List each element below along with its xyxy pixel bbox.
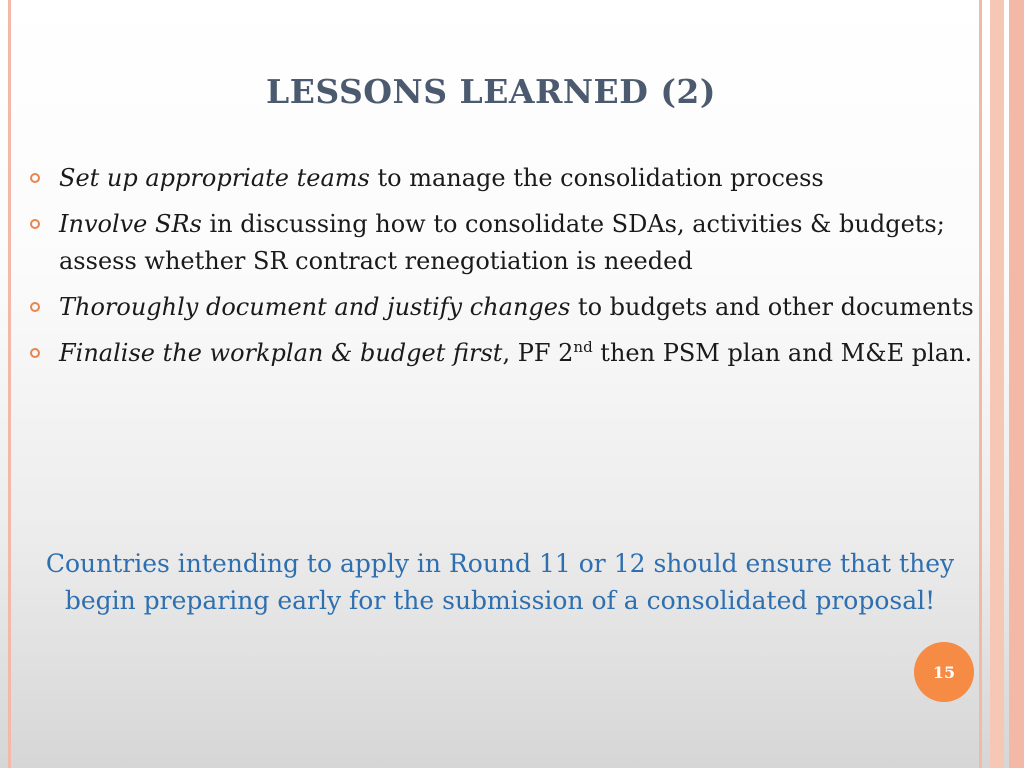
- right-border-band: [990, 0, 1004, 768]
- bullet-icon: [30, 173, 40, 183]
- bullet-item: [30, 206, 975, 280]
- bullet-emphasis: Involve SRs: [59, 210, 202, 238]
- bullet-emphasis: Set up appropriate teams: [59, 164, 370, 192]
- bullet-text: , PF 2: [502, 339, 574, 367]
- left-border-line: [8, 0, 11, 768]
- bullet-text: to budgets and other documents: [570, 293, 974, 321]
- right-border-line: [979, 0, 982, 768]
- bullet-icon: [30, 348, 40, 358]
- closing-note: Countries intending to apply in Round 11 or 12 should ensure that they begin preparing early for the submission of a consolidated proposal!: [45, 549, 955, 615]
- slide-title: LESSONS LEARNED (2): [265, 72, 717, 111]
- bullet-text: in discussing how to consolidate SDAs, activities & budgets; assess whether SR contract renegotiation is needed: [59, 210, 945, 275]
- bullet-item: [30, 160, 975, 197]
- page-number-badge: 15: [914, 642, 974, 702]
- bullet-item: [30, 289, 975, 326]
- bullet-icon: [30, 302, 40, 312]
- superscript-suffix: nd: [573, 338, 593, 356]
- right-border-edge: [1009, 0, 1024, 768]
- bullet-emphasis: Finalise the workplan & budget first: [59, 339, 503, 367]
- bullet-text: to manage the consolidation process: [369, 164, 824, 192]
- bullet-emphasis: Thoroughly document and justify changes: [59, 293, 571, 321]
- bullet-text-continued: then PSM plan and M&E plan.: [592, 339, 973, 367]
- bullet-icon: [30, 219, 40, 229]
- bullet-list: [30, 160, 975, 381]
- bullet-item: [30, 335, 975, 372]
